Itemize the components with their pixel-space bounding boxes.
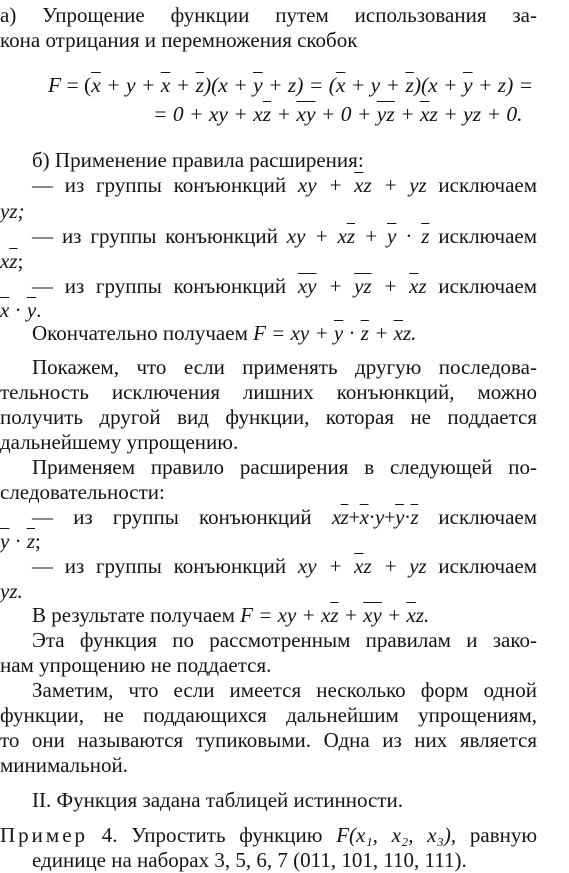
equation-line-1: $F = (\overline{x} + y + \overline{x} + \overline{z})(x + \overline{y} + z) = (\overline{x} + y + \overline{z})(x + \overline{y} + z)$ = xyxy=(48,73,534,97)
section-b-item-2: — из группы конъюнкций xy + $x\overline{z} + \overline{y} \cdot \overline{z}$ исключаем xyxy=(32,224,537,248)
paragraph-4-line-3: то они называются тупиковыми. Одна из них является xyxy=(0,728,537,752)
paragraph-1-line-1: Покажем, что если применять другую последова- xyxy=(32,355,537,379)
paragraph-1-line-3: получить другой вид функции, которая не поддается xyxy=(0,405,537,429)
paragraph-4-line-2: функции, не поддающихся дальнейшим упрощениям, xyxy=(0,703,537,727)
paragraph-2-result: В результате получаем F = xy + $x\overline{z} + \overline{x}\overline{y} + \overline{x}z$. xyxy=(32,603,430,627)
section-ii-heading: II. Функция задана таблицей истинности. xyxy=(32,788,403,812)
section-b-heading: б) Применение правила расширения: xyxy=(32,148,364,172)
paragraph-1-line-2: тельность исключения лишних конъюнкций, можно xyxy=(0,380,537,404)
example-line-1: Пример 4. Упростить функцию F(x₁, x₂, x₃), равную xyxy=(0,823,538,847)
paragraph-4-line-4: минимальной. xyxy=(0,753,128,777)
paragraph-2-item-2-result: yz. xyxy=(0,579,23,603)
paragraph-2-item-1: — из группы конъюнкций $x\overline{z}+\overline{x}\cdot y+\overline{y}\cdot\overline{z}$ исключаем xyxy=(32,505,538,529)
section-b-final: Окончательно получаем F = xy + $\overline{y} \cdot \overline{z} + \overline{x}z$. xyxy=(32,321,417,345)
paragraph-2-item-2: — из группы конъюнкций xy + $\overline{x}z$ + yz исключаем xyxy=(32,554,538,578)
section-b-item-1: — из группы конъюнкций xy + $\overline{x}z$ + yz исключаем xyxy=(32,173,538,197)
example-label: Пример xyxy=(0,823,89,847)
paragraph-2-line-2: следовательности: xyxy=(0,480,165,504)
paragraph-4-line-1: Заметим, что если имеется несколько форм одной xyxy=(32,678,537,702)
paragraph-3-line-2: нам упрощению не поддается. xyxy=(0,653,272,677)
section-a-line-2: кона отрицания и перемножения скобок xyxy=(0,28,358,52)
section-b-item-3: — из группы конъюнкций $\overline{x}\overline{y} + \overline{y}\overline{z} + \overline{x}z$ исключаем xyxy=(32,274,538,298)
paragraph-2-item-1-result: $\overline{y} \cdot \overline{z}$; xyxy=(0,529,41,553)
section-b-item-1-result: yz; xyxy=(0,199,25,223)
paragraph-3-line-1: Эта функция по рассмотренным правилам и зако- xyxy=(32,628,537,652)
equation-line-2: = 0 + xy + $x\overline{z} + \overline{x}\overline{y} + 0 + \overline{y}\overline{z} + \overline{x}z$ + yz + 0. xyxy=(153,102,523,126)
section-b-item-3-result: $\overline{x} \cdot \overline{y}$. xyxy=(0,298,42,322)
section-a-line-1: а) Упрощение функции путем использования за- xyxy=(0,3,537,27)
paragraph-1-line-4: дальнейшему упрощению. xyxy=(0,430,239,454)
section-b-item-2-result: $x\overline{z}$; xyxy=(0,249,24,273)
paragraph-2-line-1: Применяем правило расширения в следующей по- xyxy=(32,455,537,479)
example-line-2: единице на наборах 3, 5, 6, 7 (011, 101, 110, 111). xyxy=(32,848,467,872)
